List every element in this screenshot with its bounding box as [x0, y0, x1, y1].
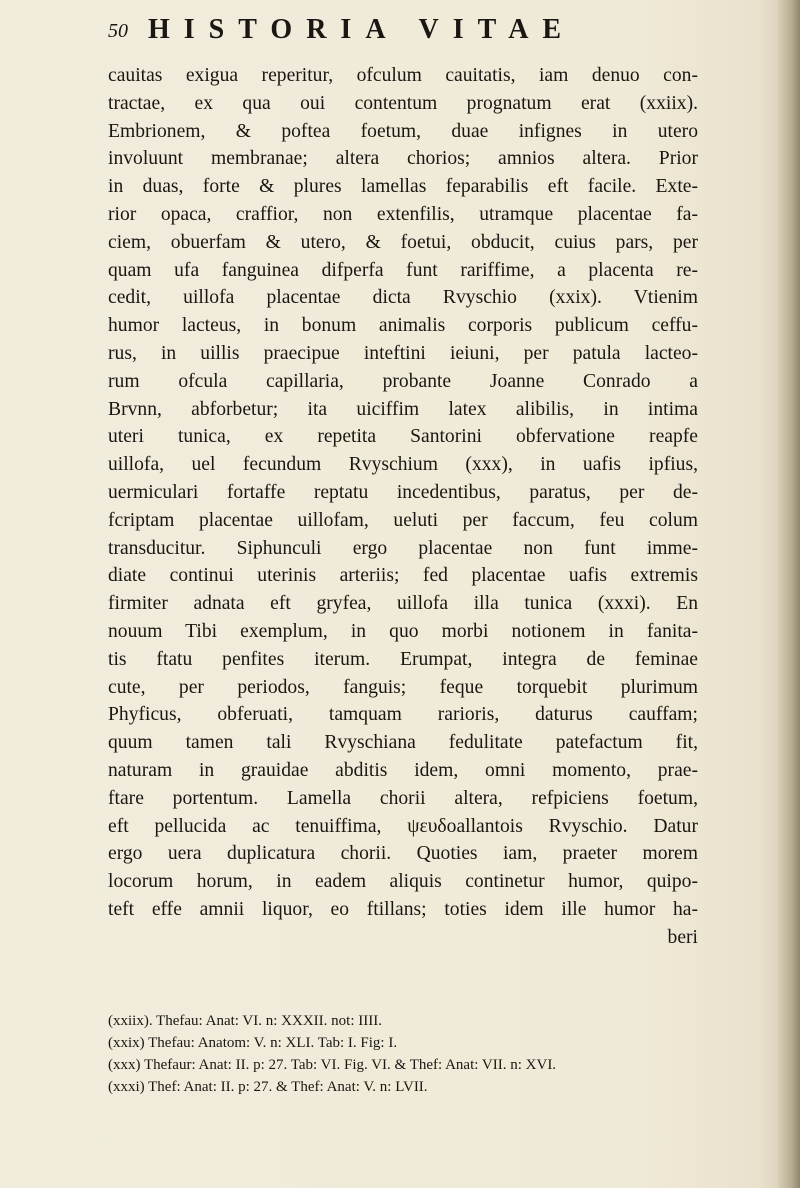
- text-line: diate continui uterinis arteriis; fed placentae uafis extremis: [108, 565, 698, 587]
- text-line: naturam in grauidae abditis idem, omni momento, prae-: [108, 759, 698, 781]
- text-line: teft effe amnii liquor, eo ftillans; toties idem ille humor ha-: [108, 898, 698, 920]
- catchword: beri: [667, 926, 698, 948]
- footnote: (xxix) Thefau: Anatom: V. n: XLI. Tab: I. Fig: I.: [108, 1035, 398, 1051]
- running-title: HISTORIA VITAE: [148, 14, 576, 45]
- text-line: rior opaca, craffior, non extenfilis, utramque placentae fa-: [108, 203, 698, 225]
- text-line: firmiter adnata eft gryfea, uillofa illa tunica (xxxi). En: [108, 593, 698, 615]
- text-line: rus, in uillis praecipue inteftini ieiuni, per patula lacteo-: [108, 342, 698, 364]
- text-line: cedit, uillofa placentae dicta Rvyschio (xxix). Vtienim: [108, 287, 698, 309]
- page-edge-shadow: [778, 0, 800, 1188]
- text-line: Brvnn, abforbetur; ita uiciffim latex alibilis, in intima: [108, 398, 698, 420]
- text-line: ftare portentum. Lamella chorii altera, refpiciens foetum,: [108, 787, 698, 809]
- text-line: Phyficus, obferuati, tamquam rarioris, daturus cauffam;: [108, 704, 698, 726]
- footnotes: [108, 1010, 698, 1098]
- text-line: uermiculari fortaffe reptatu incedentibus, paratus, per de-: [108, 481, 698, 503]
- footnote: (xxx) Thefaur: Anat: II. p: 27. Tab: VI. Fig. VI. & Thef: Anat: VII. n: XVI.: [108, 1057, 557, 1073]
- main-text: [108, 62, 698, 952]
- text-line: eft pellucida ac tenuiffima, ψευδοallantois Rvyschio. Datur: [108, 815, 698, 837]
- text-line: transducitur. Siphunculi ergo placentae non funt imme-: [108, 537, 698, 559]
- running-head: [108, 14, 668, 54]
- text-line: ciem, obuerfam & utero, & foetui, obducit, cuius pars, per: [108, 231, 698, 253]
- text-line: uillofa, uel fecundum Rvyschium (xxx), in uafis ipfius,: [108, 454, 698, 476]
- text-line: tis ftatu penfites iterum. Erumpat, integra de feminae: [108, 648, 698, 670]
- text-line: quam ufa fanguinea difperfa funt rariffime, a placenta re-: [108, 259, 698, 281]
- footnote: (xxxi) Thef: Anat: II. p: 27. & Thef: Anat: V. n: LVII.: [108, 1079, 428, 1095]
- text-line: rum ofcula capillaria, probante Joanne Conrado a: [108, 370, 698, 392]
- text-line: cute, per periodos, fanguis; feque torquebit plurimum: [108, 676, 698, 698]
- text-line: involuunt membranae; altera chorios; amnios altera. Prior: [108, 148, 698, 170]
- text-line: tractae, ex qua oui contentum prognatum erat (xxiix).: [108, 92, 698, 114]
- text-line: fcriptam placentae uillofam, ueluti per faccum, feu colum: [108, 509, 698, 531]
- text-line: in duas, forte & plures lamellas feparabilis eft facile. Exte-: [108, 176, 698, 198]
- text-line: uteri tunica, ex repetita Santorini obfervatione reapfe: [108, 426, 698, 448]
- text-line: Embrionem, & poftea foetum, duae infignes in utero: [108, 120, 698, 142]
- text-line: locorum horum, in eadem aliquis continetur humor, quipo-: [108, 871, 698, 893]
- page-number: 50: [108, 20, 128, 42]
- text-line: humor lacteus, in bonum animalis corporis publicum ceffu-: [108, 315, 698, 337]
- text-line: cauitas exigua reperitur, ofculum cauitatis, iam denuo con-: [108, 65, 698, 86]
- text-line: nouum Tibi exemplum, in quo morbi notionem in fanita-: [108, 620, 698, 642]
- text-line: quum tamen tali Rvyschiana fedulitate patefactum fit,: [108, 732, 698, 754]
- footnote: (xxiix). Thefau: Anat: VI. n: XXXII. not: IIII.: [108, 1013, 382, 1029]
- text-line: ergo uera duplicatura chorii. Quoties iam, praeter morem: [108, 843, 698, 865]
